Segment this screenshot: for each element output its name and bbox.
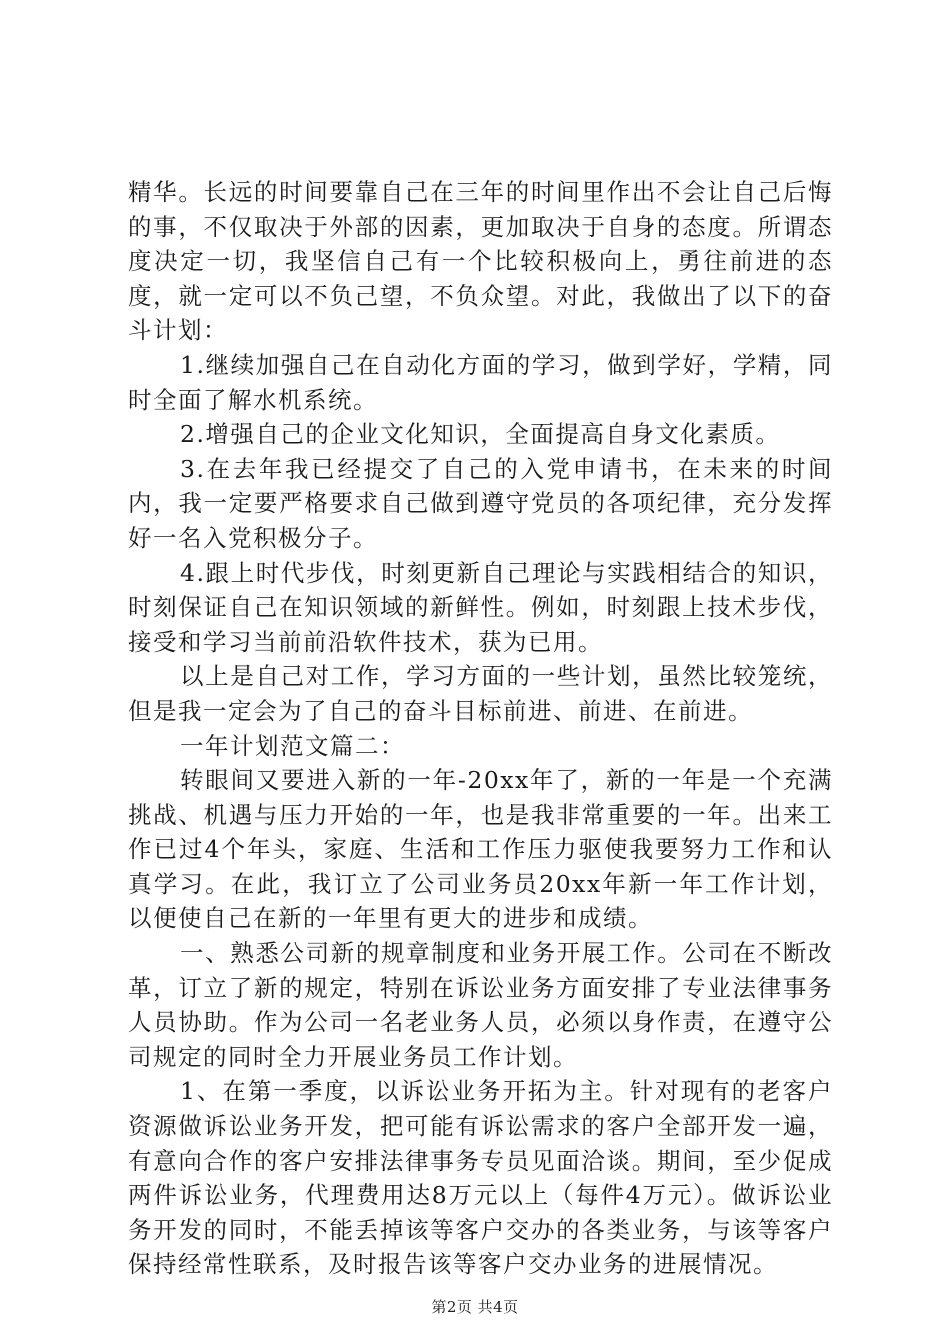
section-heading: 一年计划范文篇二： — [180, 731, 405, 760]
page-number-footer: 第2页 共4页 — [431, 1298, 519, 1316]
document-body — [128, 175, 833, 1282]
list-item: 2.增强自己的企业文化知识，全面提高自身文化素质。 — [180, 420, 781, 449]
paragraph: 1、在第一季度，以诉讼业务开拓为主。针对现有的老客户资源做诉讼业务开发，把可能有诉讼需求的客户全部开发一遍，有意向合作的客户安排法律事务专员见面洽谈。期间，至少促成两件诉讼业务，代理费用达8万元以上（每件4万元）。做诉讼业务开发的同时，不能丢掉该等客户交办的各类业务，与该等客户保持经常性联系，及时报告该等客户交办业务的进展情况。 — [128, 1077, 833, 1279]
paragraph: 一、熟悉公司新的规章制度和业务开展工作。公司在不断改革，订立了新的规定，特别在诉讼业务方面安排了专业法律事务人员协助。作为公司一名老业务人员，必须以身作责，在遵守公司规定的同时全力开展业务员工作计划。 — [128, 939, 833, 1071]
list-item: 1.继续加强自己在自动化方面的学习，做到学好，学精，同时全面了解水机系统。 — [128, 350, 833, 414]
paragraph: 以上是自己对工作，学习方面的一些计划，虽然比较笼统，但是我一定会为了自己的奋斗目标前进、前进、在前进。 — [128, 662, 833, 725]
paragraph: 精华。长远的时间要靠自己在三年的时间里作出不会让自己后悔的事，不仅取决于外部的因素，更加取决于自身的态度。所谓态度决定一切，我坚信自己有一个比较积极向上，勇往前进的态度，就一定可以不负己望，不负众望。对此，我做出了以下的奋斗计划： — [128, 178, 833, 345]
list-item: 3.在去年我已经提交了自己的入党申请书，在未来的时间内，我一定要严格要求自己做到遵守党员的各项纪律，充分发挥好一名入党积极分子。 — [128, 454, 833, 552]
paragraph: 转眼间又要进入新的一年-20xx年了，新的一年是一个充满挑战、机遇与压力开始的一年，也是我非常重要的一年。出来工作已过4个年头，家庭、生活和工作压力驱使我要努力工作和认真学习。在此，我订立了公司业务员20xx年新一年工作计划，以便使自己在新的一年里有更大的进步和成绩。 — [128, 766, 833, 933]
list-item: 4.跟上时代步伐，时刻更新自己理论与实践相结合的知识，时刻保证自己在知识领域的新鲜性。例如，时刻跟上技术步伐，接受和学习当前前沿软件技术，获为已用。 — [128, 558, 833, 656]
